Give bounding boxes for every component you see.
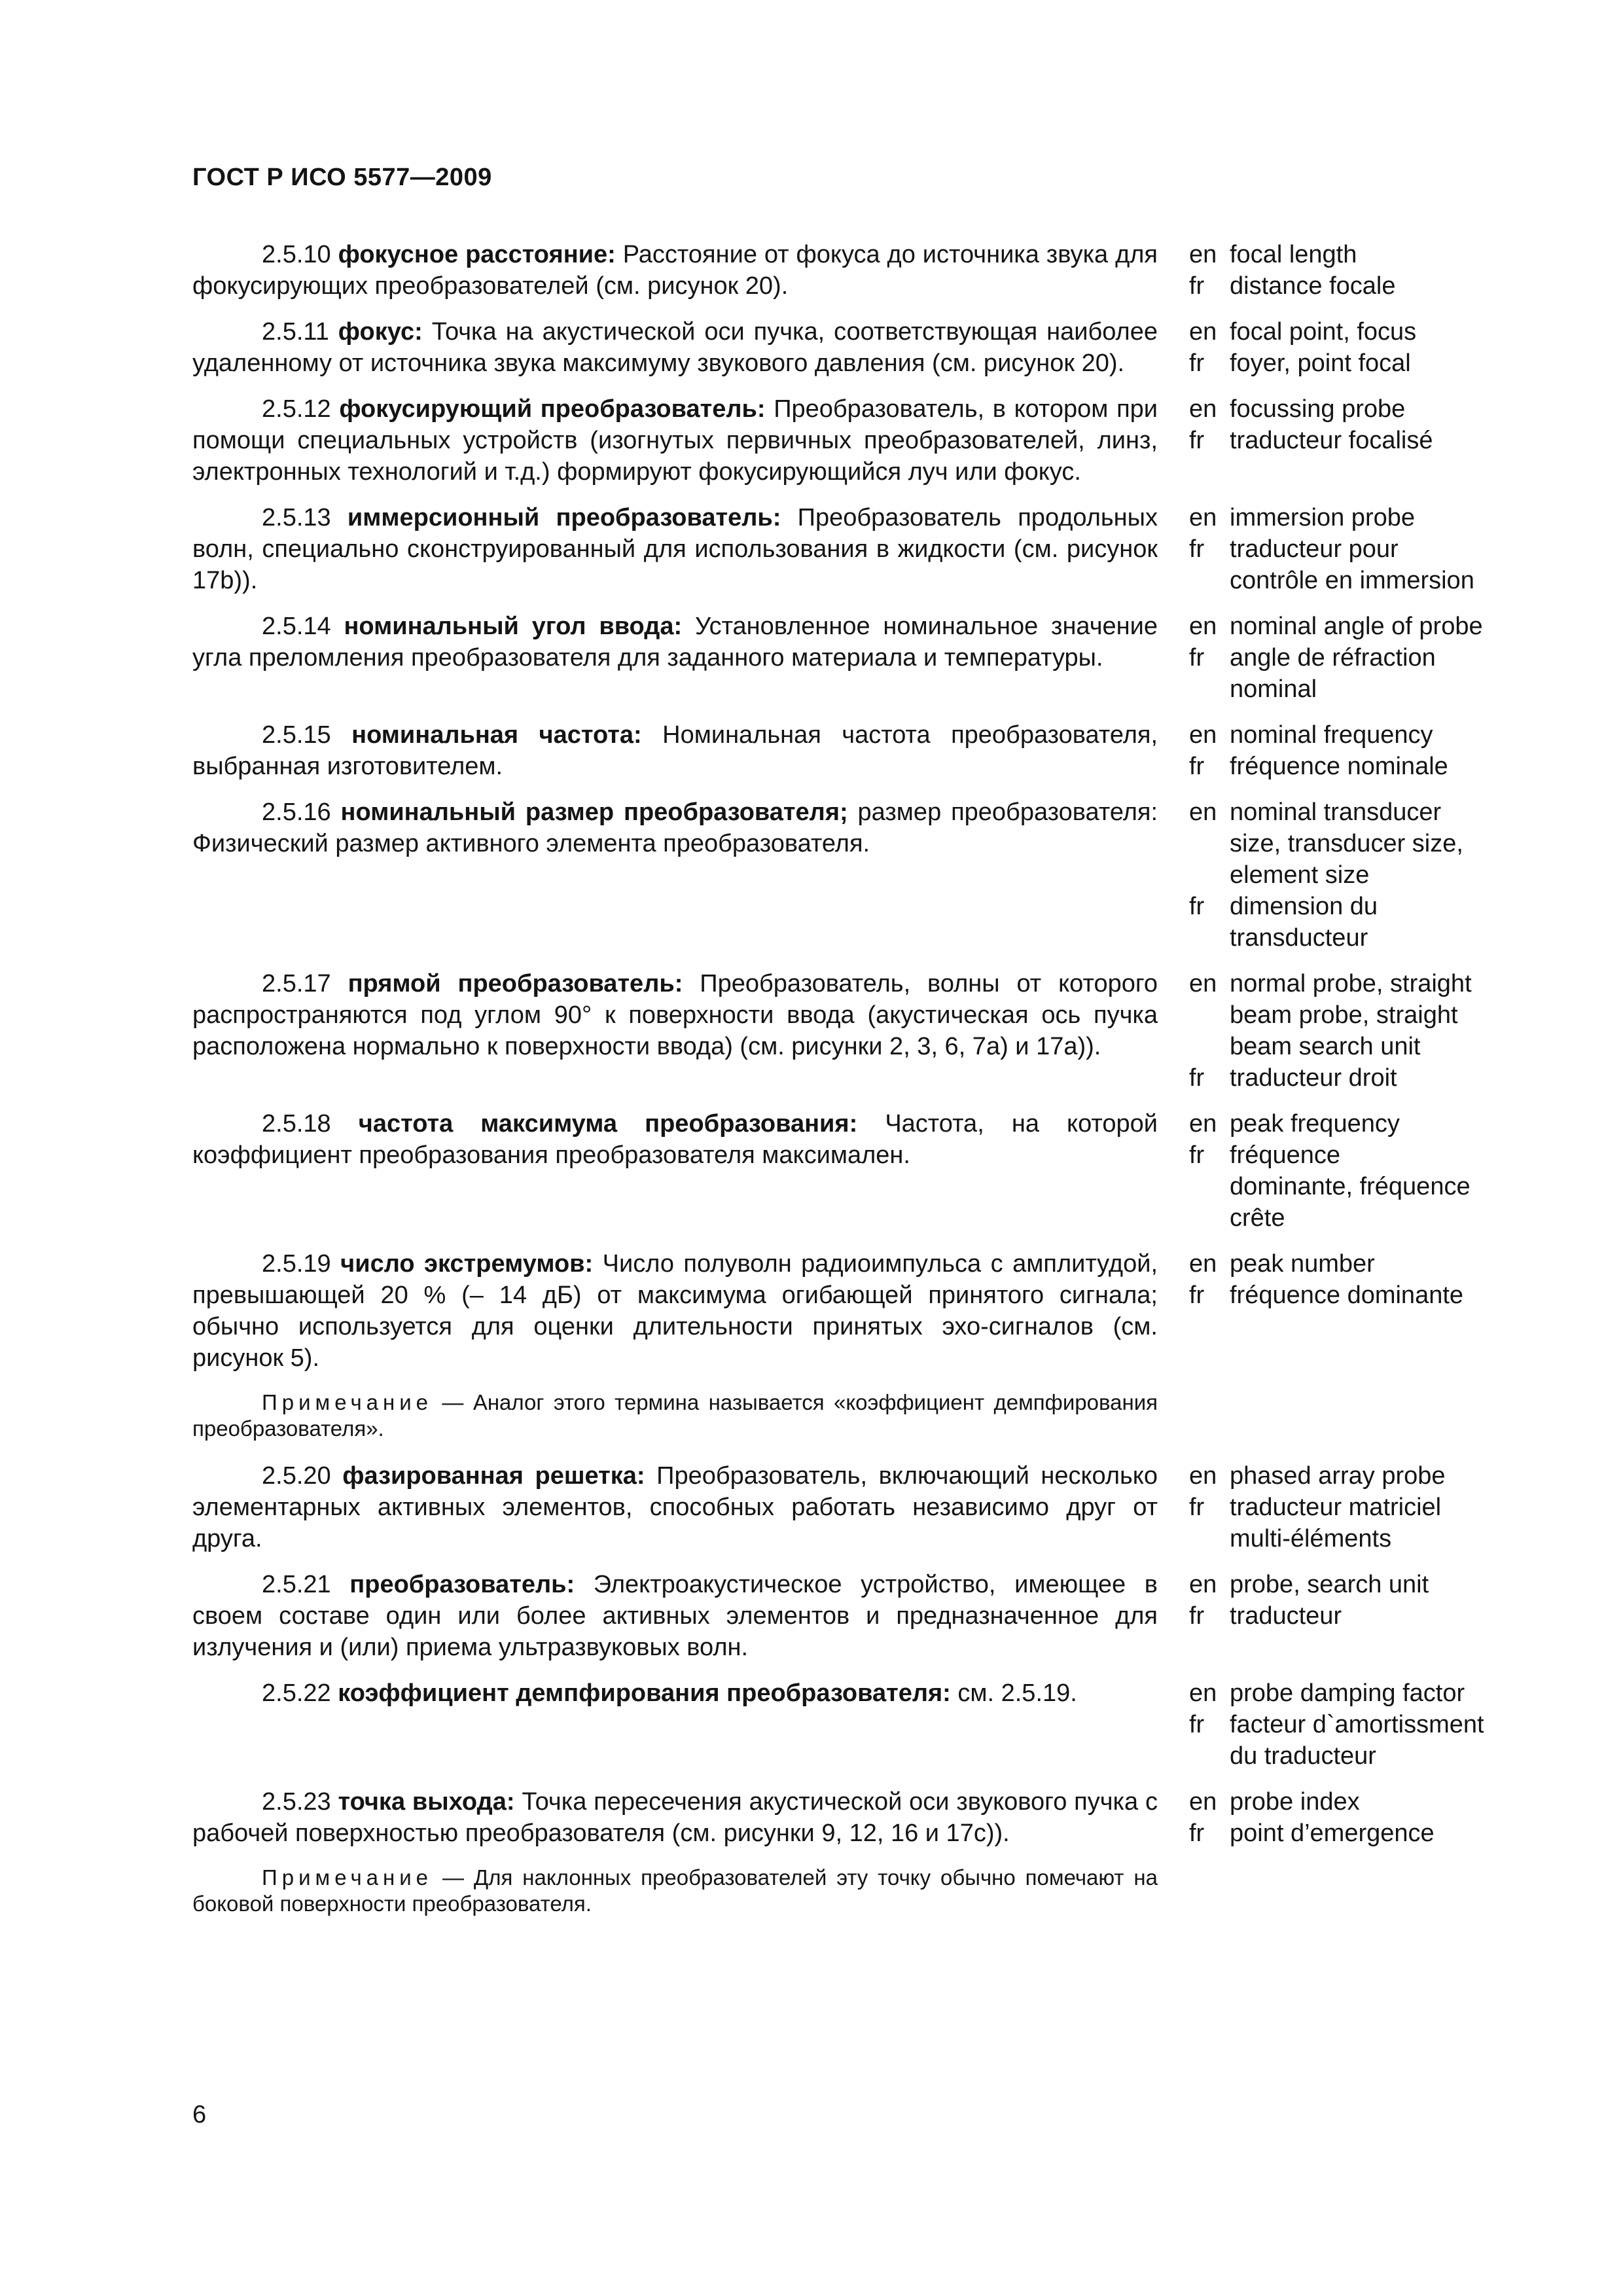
foreign-equivalents (1189, 393, 1516, 456)
french-equivalent: foyer, point focal (1230, 350, 1411, 377)
lang-en-label: en (1189, 798, 1217, 826)
lang-en-label: en (1189, 1462, 1217, 1490)
document-code: ГОСТ Р ИСО 5577—2009 (192, 164, 492, 191)
term-entry (192, 1460, 1521, 1554)
term-entry (192, 239, 1521, 302)
term-entry (192, 1248, 1521, 1374)
french-equivalent: traducteur droit (1230, 1064, 1397, 1092)
term-definition: Точка на акустической оси пучка, соответствующая наиболее удаленному от источника звука максимуму звукового давления (см. рисунок 20). (192, 318, 1158, 377)
term-text (192, 797, 1158, 859)
term-name: число экстремумов: (340, 1250, 594, 1278)
term-number: 2.5.13 (262, 504, 331, 531)
term-number: 2.5.14 (262, 613, 331, 640)
term-text (192, 611, 1158, 673)
term-entry (192, 719, 1521, 782)
term-name: номинальный размер преобразователя; (340, 798, 848, 826)
term-number: 2.5.17 (262, 970, 331, 997)
note-text: — Для наклонных преобразователей эту точку обычно помечают на боковой поверхности преобразователя. (192, 1865, 1158, 1916)
term-number: 2.5.10 (262, 241, 331, 268)
term-text (192, 393, 1158, 488)
term-entry (192, 393, 1521, 488)
lang-en-label: en (1189, 504, 1217, 531)
term-entry (192, 1108, 1521, 1234)
term-number: 2.5.11 (262, 318, 329, 346)
lang-en-label: en (1189, 970, 1217, 997)
french-equivalent: dimension du transducteur (1230, 893, 1378, 952)
english-equivalent: normal probe, straight beam probe, straight beam search unit (1230, 970, 1472, 1060)
term-definition: Электроакустическое устройство, имеющее в своем составе один или более активных элементов и предназначенное для излучения и (или) приема ультразвуковых волн. (192, 1571, 1158, 1661)
french-equivalent: distance focale (1230, 272, 1396, 300)
foreign-equivalents (1189, 239, 1516, 302)
term-text (192, 1677, 1158, 1709)
foreign-equivalents (1189, 1569, 1516, 1632)
term-name: коэффициент демпфирования преобразователя: (338, 1679, 951, 1707)
term-number: 2.5.15 (262, 721, 331, 749)
term-name: преобразователь: (349, 1571, 575, 1598)
term-name: точка выхода: (338, 1788, 515, 1816)
lang-fr-label: fr (1189, 1602, 1205, 1630)
lang-en-label: en (1189, 1571, 1217, 1598)
lang-en-label: en (1189, 721, 1217, 749)
term-text (192, 502, 1158, 596)
term-text (192, 1460, 1158, 1554)
lang-fr-label: fr (1189, 1141, 1205, 1169)
english-equivalent: nominal frequency (1230, 721, 1433, 749)
english-equivalent: phased array probe (1230, 1462, 1446, 1490)
lang-fr-label: fr (1189, 1282, 1205, 1309)
term-text (192, 1786, 1158, 1849)
foreign-equivalents (1189, 502, 1516, 596)
term-name: номинальный угол ввода: (344, 613, 683, 640)
english-equivalent: probe index (1230, 1788, 1360, 1816)
lang-en-label: en (1189, 1250, 1217, 1278)
lang-en-label: en (1189, 1110, 1217, 1138)
lang-fr-label: fr (1189, 893, 1205, 920)
lang-fr-label: fr (1189, 535, 1205, 563)
foreign-equivalents (1189, 1677, 1516, 1772)
term-definition: Частота, на которой коэффициент преобразования преобразователя максимален. (192, 1110, 1158, 1169)
foreign-equivalents (1189, 719, 1516, 782)
term-definition: размер преобразователя: Физический размер активного элемента преобразователя. (192, 798, 1158, 857)
lang-fr-label: fr (1189, 1711, 1205, 1738)
english-equivalent: focussing probe (1230, 395, 1406, 423)
french-equivalent: traducteur focalisé (1230, 427, 1433, 454)
foreign-equivalents (1189, 1108, 1516, 1234)
english-equivalent: focal point, focus (1230, 318, 1417, 346)
term-text (192, 316, 1158, 379)
term-text (192, 1569, 1158, 1663)
term-number: 2.5.21 (262, 1571, 331, 1598)
french-equivalent: fréquence dominante, fréquence crête (1230, 1141, 1471, 1232)
term-number: 2.5.16 (262, 798, 331, 826)
term-number: 2.5.23 (262, 1788, 331, 1816)
lang-en-label: en (1189, 1788, 1217, 1816)
english-equivalent: nominal transducer size, transducer size, element size (1230, 798, 1463, 889)
french-equivalent: traducteur pour contrôle en immersion (1230, 535, 1474, 594)
term-number: 2.5.12 (262, 395, 331, 423)
term-definition: Номинальная частота преобразователя, выбранная изготовителем. (192, 721, 1158, 780)
term-text (192, 719, 1158, 782)
term-name: прямой преобразователь: (348, 970, 683, 997)
term-text (192, 1108, 1158, 1171)
term-entry (192, 1677, 1521, 1772)
lang-fr-label: fr (1189, 1494, 1205, 1521)
term-entry (192, 611, 1521, 705)
term-number: 2.5.20 (262, 1462, 331, 1490)
term-definition: Установленное номинальное значение угла преломления преобразователя для заданного материала и температуры. (192, 613, 1158, 672)
term-definition: Точка пересечения акустической оси звукового пучка с рабочей поверхностью преобразователя (см. рисунки 9, 12, 16 и 17c)). (192, 1788, 1158, 1847)
lang-en-label: en (1189, 395, 1217, 423)
french-equivalent: traducteur (1230, 1602, 1342, 1630)
term-name: фокус: (338, 318, 423, 346)
foreign-equivalents (1189, 797, 1516, 954)
french-equivalent: traducteur matriciel multi-éléments (1230, 1494, 1442, 1552)
lang-fr-label: fr (1189, 1064, 1205, 1092)
french-equivalent: fréquence nominale (1230, 753, 1448, 780)
lang-en-label: en (1189, 241, 1217, 268)
term-number: 2.5.22 (262, 1679, 331, 1707)
foreign-equivalents (1189, 1460, 1516, 1554)
term-definition: Преобразователь продольных волн, специально сконструированный для использования в жидкости (см. рисунок 17b)). (192, 504, 1158, 594)
french-equivalent: point d’emergence (1230, 1820, 1435, 1847)
term-entry (192, 797, 1521, 954)
term-definition: Преобразователь, волны от которого распространяются под углом 90° к поверхности ввода (акустическая ось пучка расположена нормально к поверхности ввода) (см. рисунки 2, 3, 6, 7a) и 17a)). (192, 970, 1158, 1060)
lang-fr-label: fr (1189, 1820, 1205, 1847)
term-number: 2.5.19 (262, 1250, 331, 1278)
term-name: фокусирующий преобразователь: (339, 395, 766, 423)
english-equivalent: peak number (1230, 1250, 1375, 1278)
lang-fr-label: fr (1189, 753, 1205, 780)
english-equivalent: probe damping factor (1230, 1679, 1465, 1707)
term-text (192, 1248, 1158, 1374)
foreign-equivalents (1189, 316, 1516, 379)
term-number: 2.5.18 (262, 1110, 331, 1138)
french-equivalent: fréquence dominante (1230, 1282, 1464, 1309)
english-equivalent: immersion probe (1230, 504, 1415, 531)
french-equivalent: facteur d`amortissment du traducteur (1230, 1711, 1484, 1770)
foreign-equivalents (1189, 968, 1516, 1094)
lang-fr-label: fr (1189, 272, 1205, 300)
term-note (192, 1390, 1158, 1442)
note-label: Примечание (262, 1390, 433, 1414)
term-name: фазированная решетка: (342, 1462, 645, 1490)
term-name: иммерсионный преобразователь: (347, 504, 781, 531)
terms-list (192, 239, 1521, 1917)
term-text (192, 239, 1158, 302)
page-number: 6 (192, 2101, 207, 2128)
french-equivalent: angle de réfraction nominal (1230, 644, 1436, 703)
note-text: — Аналог этого термина называется «коэффициент демпфирования преобразователя». (192, 1390, 1158, 1441)
english-equivalent: probe, search unit (1230, 1571, 1429, 1598)
term-entry (192, 502, 1521, 596)
english-equivalent: nominal angle of probe (1230, 613, 1483, 640)
term-entry (192, 1569, 1521, 1663)
term-entry (192, 1786, 1521, 1849)
lang-fr-label: fr (1189, 350, 1205, 377)
term-note (192, 1865, 1158, 1917)
term-definition: Число полуволн радиоимпульса с амплитудой, превышающей 20 % (– 14 дБ) от максимума огибающей принятого сигнала; обычно используется для оценки длительности принятых эхо-сигналов (см. рисунок 5). (192, 1250, 1158, 1372)
term-name: номинальная частота: (351, 721, 642, 749)
term-name: частота максимума преобразования: (358, 1110, 858, 1138)
lang-fr-label: fr (1189, 427, 1205, 454)
lang-en-label: en (1189, 318, 1217, 346)
foreign-equivalents (1189, 1248, 1516, 1311)
term-definition: Преобразователь, включающий несколько элементарных активных элементов, способных работать независимо друг от друга. (192, 1462, 1158, 1552)
term-entry (192, 968, 1521, 1094)
english-equivalent: peak frequency (1230, 1110, 1400, 1138)
term-entry (192, 316, 1521, 379)
lang-fr-label: fr (1189, 644, 1205, 672)
term-definition: Расстояние от фокуса до источника звука для фокусирующих преобразователей (см. рисунок 20). (192, 241, 1158, 300)
lang-en-label: en (1189, 613, 1217, 640)
term-name: фокусное расстояние: (338, 241, 616, 268)
foreign-equivalents (1189, 611, 1516, 705)
english-equivalent: focal length (1230, 241, 1357, 268)
note-label: Примечание (262, 1865, 433, 1890)
foreign-equivalents (1189, 1786, 1516, 1849)
term-text (192, 968, 1158, 1062)
term-definition: Преобразователь, в котором при помощи специальных устройств (изогнутых первичных преобразователей, линз, электронных технологий и т.д.) формируют фокусирующийся луч или фокус. (192, 395, 1158, 486)
lang-en-label: en (1189, 1679, 1217, 1707)
term-definition: см. 2.5.19. (957, 1679, 1077, 1707)
